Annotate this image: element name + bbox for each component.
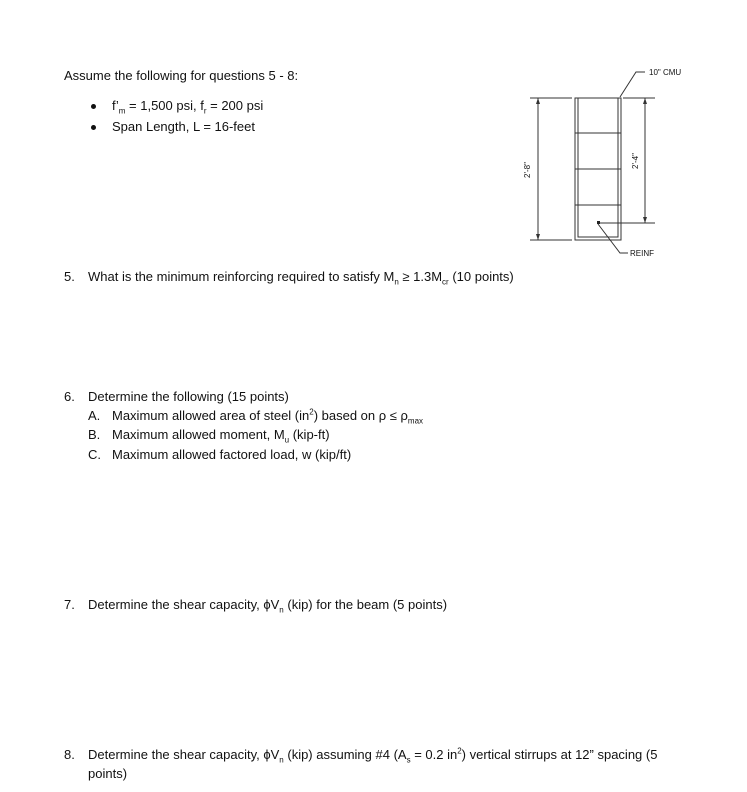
subscript: u (284, 435, 290, 445)
question-6c-text: Maximum allowed factored load, w (kip/ft) (112, 447, 352, 462)
cmu-label: 10" CMU (649, 68, 682, 77)
text: f’ (112, 98, 119, 113)
subscript: m (118, 106, 126, 116)
overall-height-label: 2'-8" (522, 162, 532, 178)
text: = 0.2 in (410, 747, 458, 762)
question-6b-letter: B. (88, 427, 101, 442)
bullet-span-length: Span Length, L = 16-feet (112, 119, 255, 134)
text: ≥ 1.3M (398, 269, 443, 284)
question-6b-text (112, 427, 330, 443)
text: = 1,500 psi, f (125, 98, 204, 113)
text: ) based on ρ ≤ ρ (313, 408, 408, 423)
question-8-text-line2: points) (88, 766, 128, 781)
text: (kip) assuming #4 (A (283, 747, 407, 762)
text: Determine the shear capacity, ϕV (88, 597, 280, 612)
question-8-text (88, 747, 657, 763)
text: (10 points) (448, 269, 514, 284)
intro-text: Assume the following for questions 5 - 8: (64, 68, 299, 83)
subscript: s (406, 755, 411, 765)
subscript: n (279, 605, 284, 615)
subscript: cr (442, 277, 449, 287)
question-7-text (88, 597, 447, 613)
effective-depth-label: 2'-4" (630, 153, 640, 169)
subscript: n (394, 277, 399, 287)
reinforcing-bar (597, 221, 600, 224)
text: What is the minimum reinforcing required to satisfy M (88, 269, 395, 284)
reinf-leader-line (598, 224, 628, 253)
question-6a-text (112, 408, 423, 424)
subscript: n (279, 755, 284, 765)
question-6-text: Determine the following (15 points) (88, 389, 289, 404)
text: Maximum allowed area of steel (in (112, 408, 310, 423)
question-6c-letter: C. (88, 447, 101, 462)
question-7-number: 7. (64, 597, 75, 612)
text: (kip) for the beam (5 points) (283, 597, 448, 612)
subscript: max (407, 416, 424, 426)
text: (kip-ft) (289, 427, 330, 442)
cmu-inner-outline (578, 98, 618, 237)
question-6a-letter: A. (88, 408, 101, 423)
text: ) vertical stirrups at 12” spacing (5 (461, 747, 658, 762)
cmu-leader-line (620, 72, 645, 97)
question-5-number: 5. (64, 269, 75, 284)
question-6-number: 6. (64, 389, 75, 404)
text: Determine the shear capacity, ϕV (88, 747, 280, 762)
superscript: 2 (309, 407, 314, 417)
text: Maximum allowed moment, M (112, 427, 285, 442)
superscript: 2 (457, 746, 462, 756)
subscript: r (203, 106, 207, 116)
text: = 200 psi (206, 98, 264, 113)
question-5-text (88, 269, 514, 285)
question-8-number: 8. (64, 747, 75, 762)
reinf-label: REINF (630, 249, 654, 258)
